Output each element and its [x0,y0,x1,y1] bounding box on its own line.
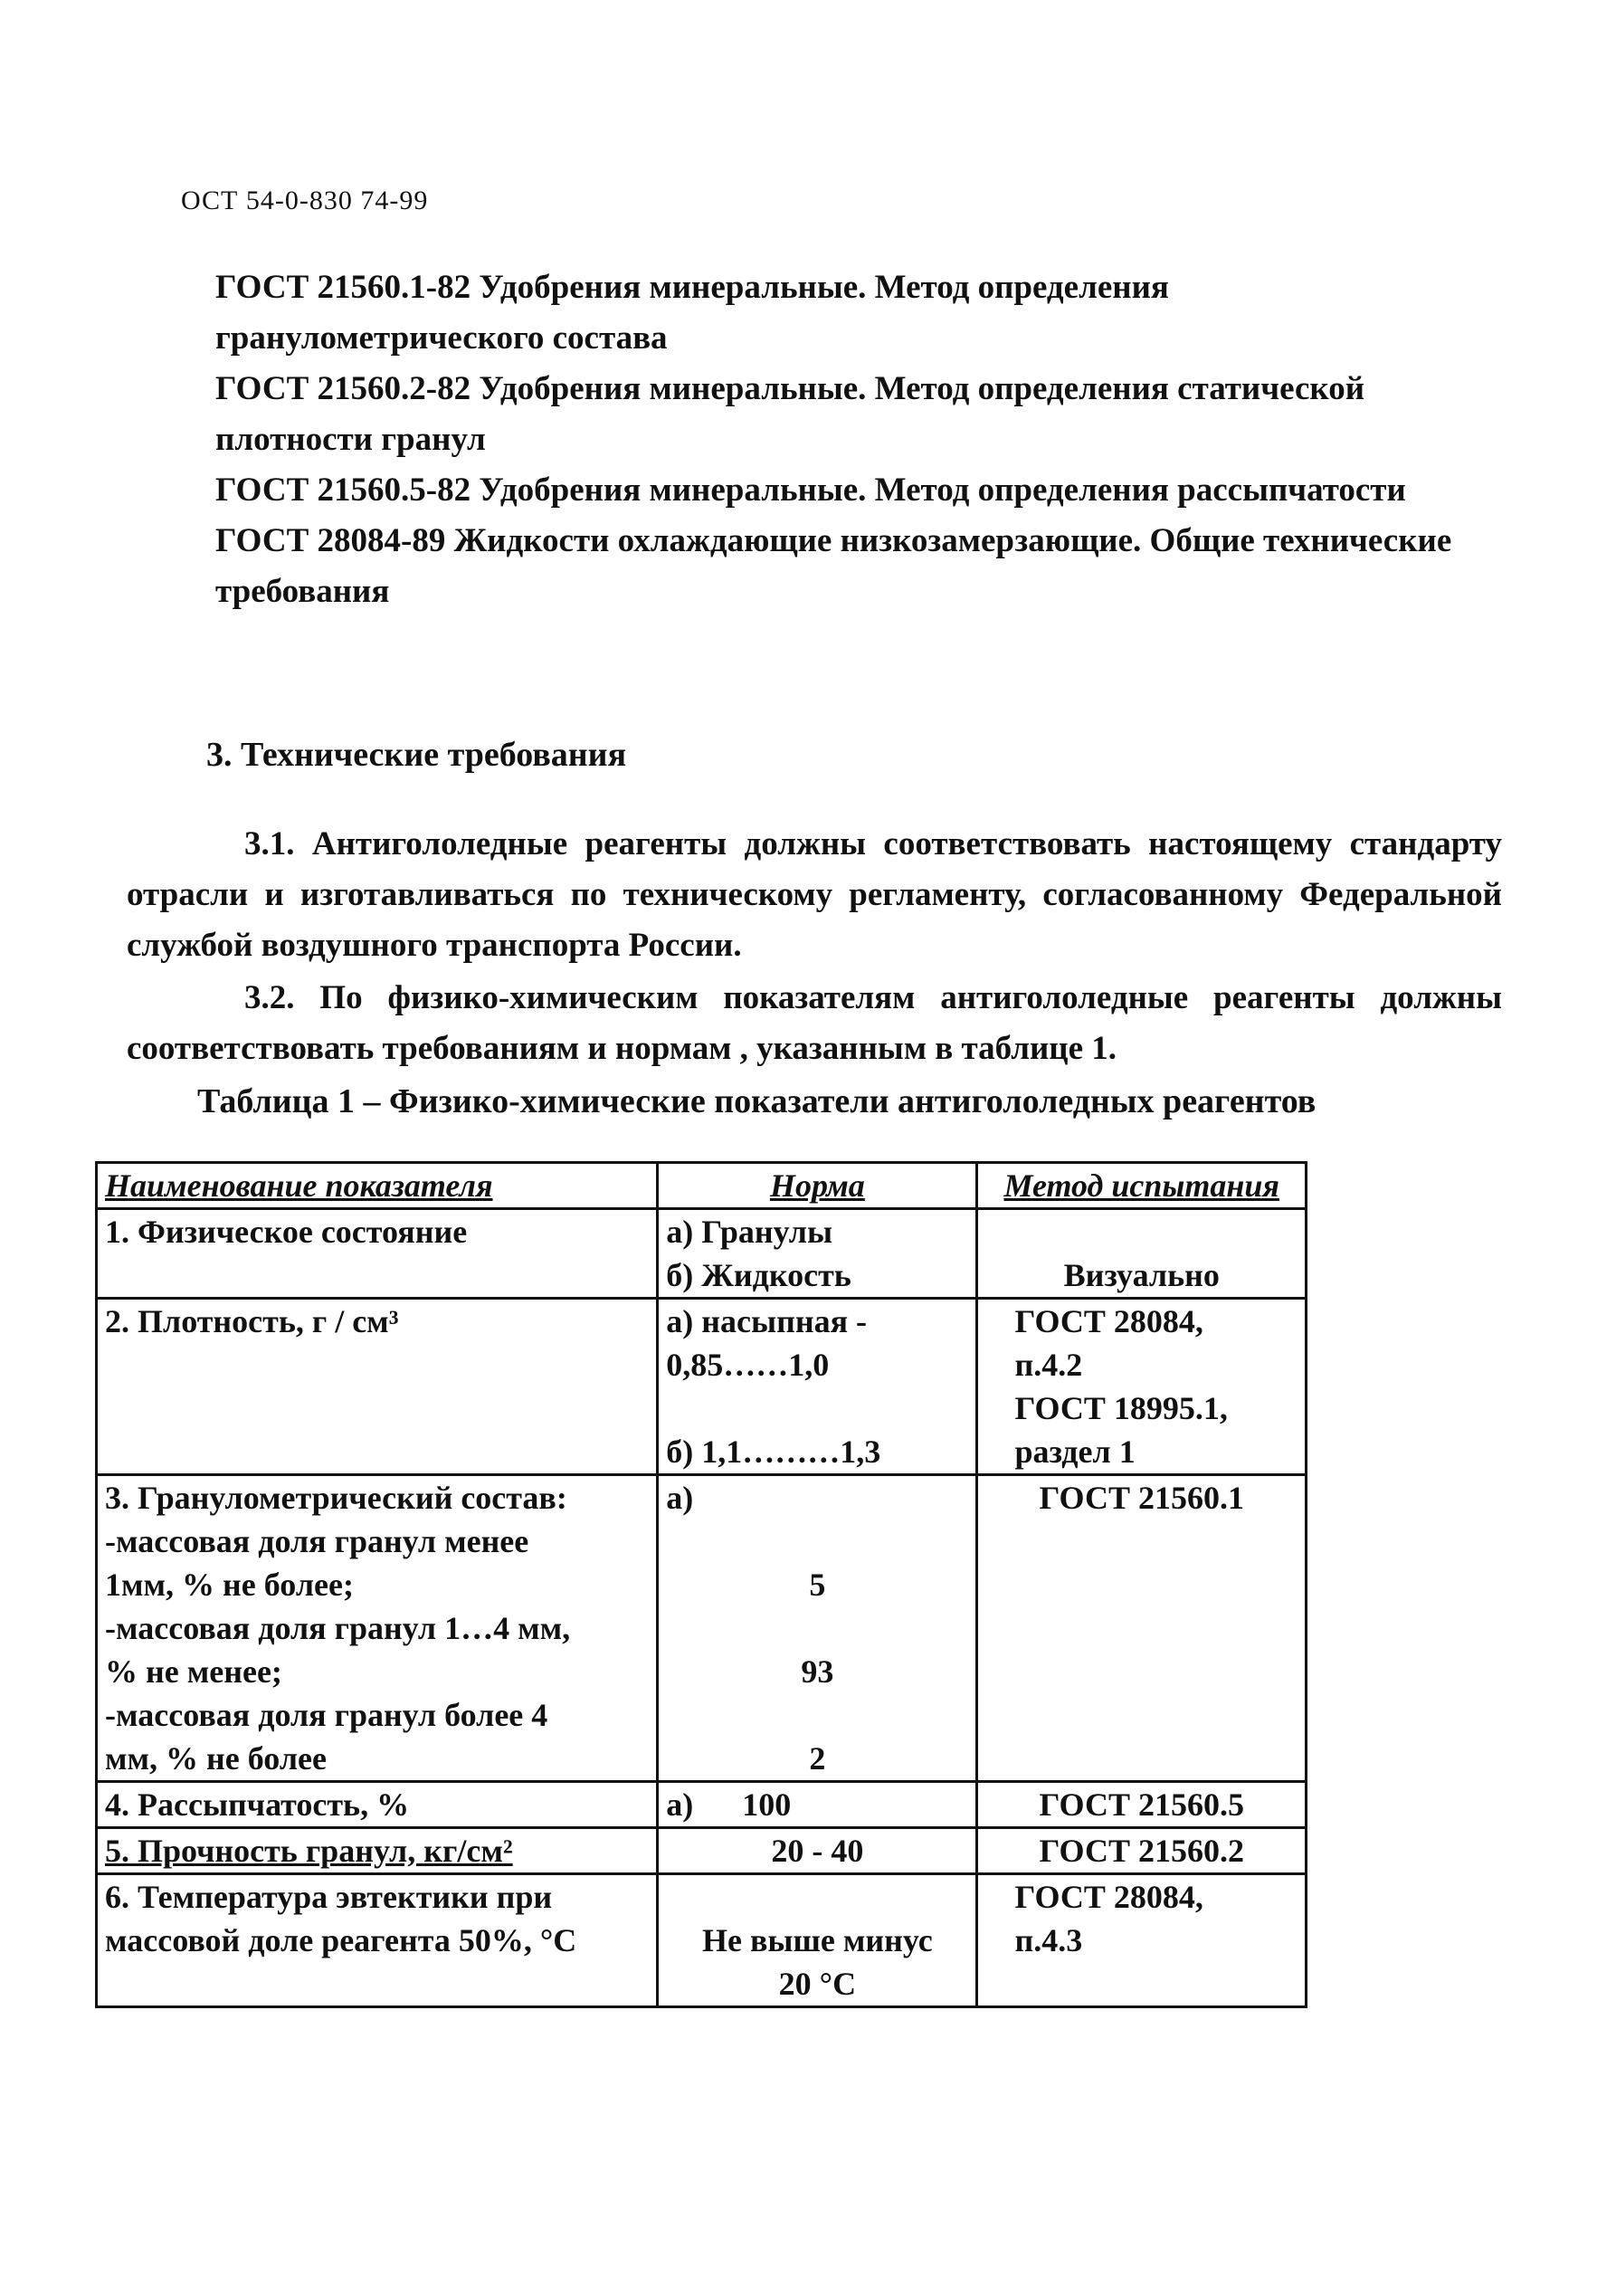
column-header-method: Метод испытания [977,1163,1307,1209]
table-header-row [97,1163,1307,1209]
column-header-norm: Норма [658,1163,977,1209]
cell-line: -массовая доля гранул менее [105,1523,529,1559]
cell-method [977,1475,1307,1782]
cell-method [977,1299,1307,1475]
reference-item: ГОСТ 21560.5-82 Удобрения минеральные. Метод определения рассыпчатости [215,472,1406,509]
reference-item: ГОСТ 28084-89 Жидкости охлаждающие низкозамерзающие. Общие технические требования [215,522,1452,610]
cell-line: Визуально [1063,1257,1220,1293]
cell-method [977,1874,1307,2007]
table-row [97,1299,1307,1475]
cell-line: Не выше минус [701,1922,933,1958]
cell-line: ГОСТ 28084, [1014,1879,1203,1915]
reference-item: ГОСТ 21560.1-82 Удобрения минеральные. Метод определения гранулометрического состава [215,269,1169,357]
cell-name: 1. Физическое состояние [97,1209,658,1299]
section-body [127,819,1502,1076]
paragraph: 3.2. По физико-химическим показателям антигололедные реагенты должны соответствовать требованиям и нормам , указанным в таблице 1. [127,979,1502,1067]
cell-line: п.4.2 [1014,1347,1083,1383]
cell-name: 2. Плотность, г / см³ [97,1299,658,1475]
cell-line: а) Гранулы [666,1214,833,1250]
cell-line: % не менее; [105,1653,282,1690]
cell-line: 6. Температура эвтектики при [105,1879,553,1915]
cell-method [977,1209,1307,1299]
cell-line: 1мм, % не более; [105,1567,354,1603]
cell-line: -массовая доля гранул более 4 [105,1697,548,1733]
paragraph: 3.1. Антигололедные реагенты должны соответствовать настоящему стандарту отрасли и изготавливаться по техническому регламенту, согласованному Федеральной службой воздушного транспорта России. [127,825,1502,964]
cell-line: мм, % не более [105,1740,327,1777]
cell-line: 20 °С [778,1966,857,2002]
references-list [208,262,1502,617]
cell-line: 2 [809,1740,826,1777]
cell-norm [658,1874,977,2007]
cell-method: ГОСТ 21560.2 [977,1828,1307,1874]
cell-line [666,1693,968,1737]
cell-line: 3. Гранулометрический состав: [105,1480,567,1516]
cell-line: п.4.3 [1014,1922,1083,1958]
column-header-name: Наименование показателя [97,1163,658,1209]
table-row [97,1782,1307,1828]
cell-line: -массовая доля гранул 1…4 мм, [105,1610,571,1646]
cell-line: б) 1,1………1,3 [666,1434,881,1470]
cell-line: ГОСТ 28084, [1014,1303,1203,1339]
table-row [97,1828,1307,1874]
cell-line: массовой доле реагента 50%, °С [105,1922,577,1958]
cell-line [666,1606,968,1650]
cell-name [97,1874,658,2007]
cell-line: ГОСТ 21560.1 [1039,1480,1244,1516]
cell-norm [658,1475,977,1782]
cell-method: ГОСТ 21560.5 [977,1782,1307,1828]
cell-line: б) Жидкость [666,1257,851,1293]
cell-norm [658,1299,977,1475]
cell-norm [658,1209,977,1299]
cell-norm: а) 100 [658,1782,977,1828]
reference-item: ГОСТ 21560.2-82 Удобрения минеральные. Метод определения статической плотности гранул [215,370,1365,458]
cell-line: а) [666,1480,694,1516]
table-row [97,1209,1307,1299]
table-row [97,1874,1307,2007]
table-row [97,1475,1307,1782]
cell-line [985,1210,1298,1253]
cell-name [97,1475,658,1782]
section-title: 3. Технические требования [206,736,627,774]
cell-name: 5. Прочность гранул, кг/см² [97,1828,658,1874]
cell-line: ГОСТ 18995.1, [1014,1390,1228,1426]
document-code: ОСТ 54-0-830 74-99 [181,186,429,215]
table-caption: Таблица 1 – Физико-химические показатели антигололедных реагентов [197,1082,1317,1120]
cell-line: 93 [801,1653,834,1690]
specification-table [95,1161,1307,2008]
cell-line: 0,85……1,0 [666,1347,830,1383]
cell-line [666,1875,968,1919]
cell-norm: 20 - 40 [658,1828,977,1874]
cell-line [666,1520,968,1563]
cell-line: а) насыпная - [666,1303,868,1339]
cell-name: 4. Рассыпчатость, % [97,1782,658,1828]
cell-line [666,1386,968,1430]
cell-line: раздел 1 [1014,1434,1136,1470]
cell-line: 5 [809,1567,826,1603]
